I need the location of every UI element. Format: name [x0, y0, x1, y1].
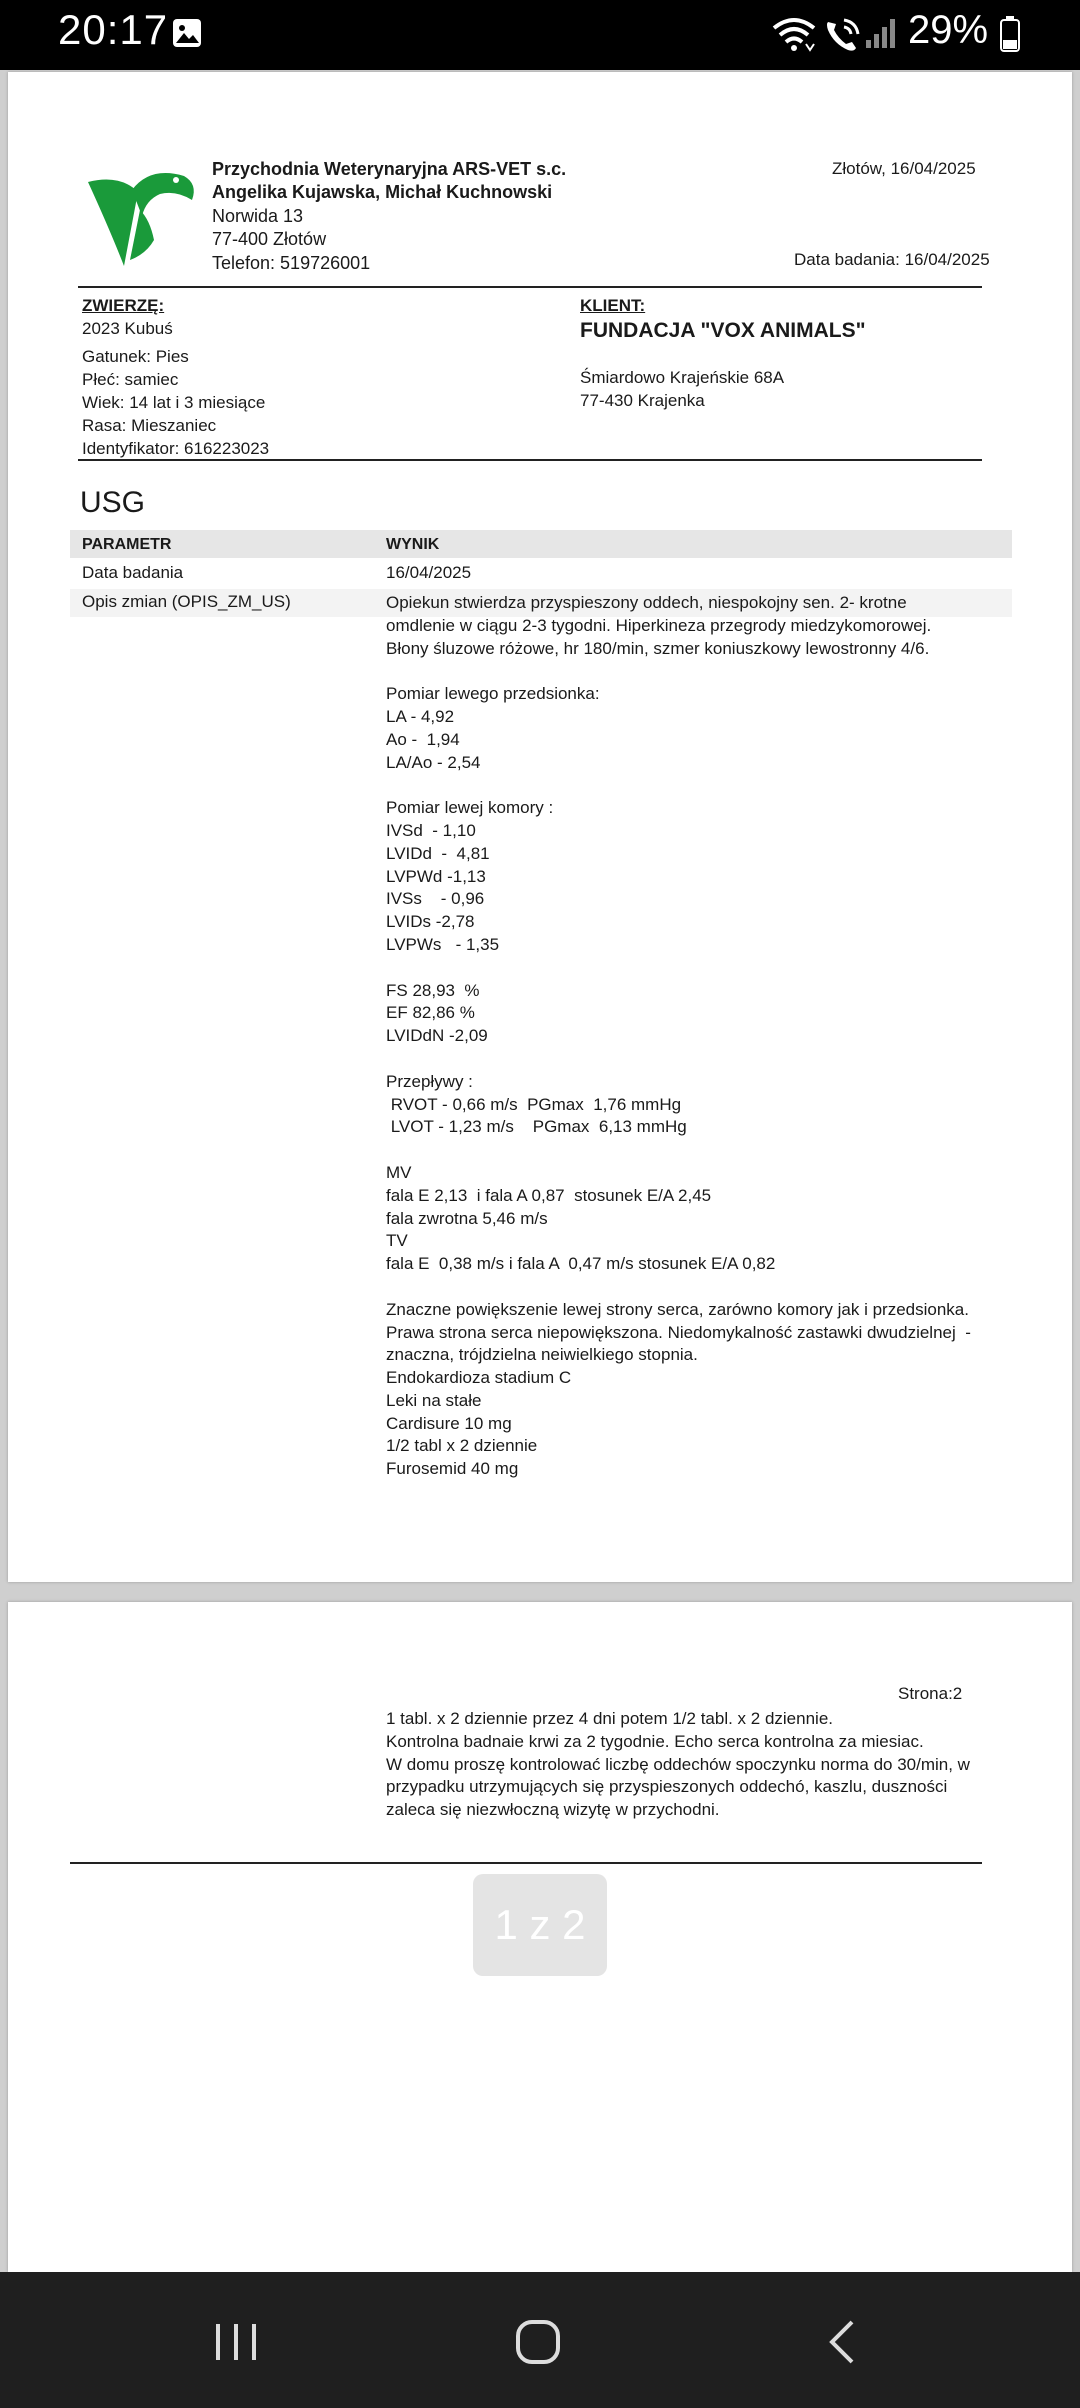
row-value-exam-date: 16/04/2025	[386, 563, 472, 582]
clinic-city: 77-400 Złotów	[212, 229, 327, 249]
client-address-line2: 77-430 Krajenka	[580, 391, 705, 410]
description-line	[386, 1276, 1006, 1299]
table-header	[70, 530, 1012, 558]
description-line: fala E 0,38 m/s i fala A 0,47 m/s stosunek E/A 0,82	[386, 1254, 776, 1274]
place-date: Złotów, 16/04/2025	[832, 159, 976, 178]
wifi-call-icon	[822, 16, 862, 54]
client-name: FUNDACJA "VOX ANIMALS"	[580, 319, 866, 342]
clinic-phone: Telefon: 519726001	[212, 253, 371, 273]
description-line: Leki na stałe	[386, 1390, 482, 1410]
divider	[70, 1862, 982, 1864]
description-line	[386, 957, 1006, 980]
status-bar	[0, 0, 1080, 70]
animal-name: 2023 Kubuś	[82, 319, 173, 338]
description-line: LVPWs - 1,35	[386, 934, 500, 954]
description-line	[386, 660, 1006, 683]
description-line: 1/2 tabl x 2 dziennie	[386, 1436, 538, 1456]
description-line: LVOT - 1,23 m/s PGmax 6,13 mmHg	[386, 1117, 687, 1137]
description-line: Opiekun stwierdza przyspieszony oddech, niespokojny sen. 2- krotne	[386, 593, 907, 612]
exam-date-header: Data badania: 16/04/2025	[794, 250, 990, 269]
description-line: LA - 4,92	[386, 706, 455, 726]
description-line: Pomiar lewego przedsionka:	[386, 684, 600, 704]
description-line: LVIDs -2,78	[386, 912, 475, 932]
description-line: IVSd - 1,10	[386, 820, 476, 840]
client-address-line1: Śmiardowo Krajeńskie 68A	[580, 368, 785, 387]
divider	[78, 286, 982, 288]
description-line	[386, 1048, 1006, 1071]
report-title: USG	[80, 486, 146, 519]
page2-line: przypadku utrzymujących się przyspieszonych oddechó, kaszlu, duszności	[386, 1777, 948, 1797]
description-line: MV	[386, 1162, 412, 1182]
clinic-street: Norwida 13	[212, 206, 304, 226]
row-param-exam-date: Data badania	[82, 563, 184, 582]
description-line: Endokardioza stadium C	[386, 1368, 572, 1388]
page2-text	[386, 1708, 1006, 1822]
divider	[78, 459, 982, 461]
description-text	[386, 592, 1006, 1481]
page2-line: zaleca się niezwłoczną wizytę w przychodni.	[386, 1800, 720, 1820]
clock: 20:17	[58, 6, 169, 53]
description-line: Pomiar lewej komory :	[386, 798, 554, 818]
page-indicator: 1 z 2	[473, 1874, 607, 1976]
navigation-bar	[0, 2272, 1080, 2408]
description-line: LVPWd -1,13	[386, 866, 486, 886]
description-line: FS 28,93 %	[386, 980, 480, 1000]
clinic-name: Przychodnia Weterynaryjna ARS-VET s.c. Angelika Kujawska, Michał Kuchnowski	[212, 159, 567, 202]
animal-sex: Płeć: samiec	[82, 370, 179, 389]
animal-breed: Rasa: Mieszaniec	[82, 416, 217, 435]
recent-apps-button[interactable]	[206, 2312, 266, 2372]
home-button[interactable]	[508, 2312, 568, 2372]
description-line: LVIDdN -2,09	[386, 1026, 488, 1046]
description-line	[386, 1139, 1006, 1162]
description-line	[386, 774, 1006, 797]
signal-icon	[864, 16, 898, 50]
animal-section-label: ZWIERZĘ:	[82, 296, 165, 315]
battery-percent: 29%	[908, 8, 989, 52]
description-line: Znaczne powiększenie lewej strony serca, zarówno komory jak i przedsionka.	[386, 1299, 969, 1319]
animal-id: Identyfikator: 616223023	[82, 439, 270, 458]
clinic-logo	[80, 160, 200, 270]
column-header-result: WYNIK	[386, 536, 440, 553]
description-line: znaczna, trójdzielna neiwielkiego stopnia.	[386, 1345, 698, 1365]
description-line: EF 82,86 %	[386, 1003, 475, 1023]
battery-icon	[1000, 16, 1020, 52]
description-line: LA/Ao - 2,54	[386, 752, 481, 772]
back-button[interactable]	[814, 2312, 874, 2372]
description-line: Błony śluzowe różowe, hr 180/min, szmer koniuszkowy lewostronny 4/6.	[386, 638, 930, 658]
page2-line: Kontrolna badnaie krwi za 2 tygodnie. Echo serca kontrolna za miesiac.	[386, 1731, 924, 1751]
description-line: TV	[386, 1231, 408, 1251]
description-line: Cardisure 10 mg	[386, 1413, 512, 1433]
page2-line: 1 tabl. x 2 dziennie przez 4 dni potem 1/2 tabl. x 2 dziennie.	[386, 1709, 833, 1728]
animal-species: Gatunek: Pies	[82, 347, 189, 366]
description-line: fala E 2,13 i fala A 0,87 stosunek E/A 2,45	[386, 1185, 712, 1205]
description-line: Prawa strona serca niepowiększona. Niedomykalność zastawki dwudzielnej -	[386, 1322, 971, 1342]
description-line: omdlenie w ciągu 2-3 tygodni. Hiperkineza przegrody miedzykomorowej.	[386, 615, 932, 635]
column-header-parameter: PARAMETR	[82, 536, 172, 553]
page2-line: W domu proszę kontrolować liczbę oddechów spoczynku norma do 30/min, w	[386, 1754, 970, 1774]
document-page-1	[8, 72, 1072, 1582]
description-line: Furosemid 40 mg	[386, 1459, 519, 1479]
description-line: Ao - 1,94	[386, 729, 460, 749]
row-param-description: Opis zmian (OPIS_ZM_US)	[82, 592, 291, 611]
description-line: LVIDd - 4,81	[386, 843, 490, 863]
description-line: IVSs - 0,96	[386, 889, 485, 909]
animal-age: Wiek: 14 lat i 3 miesiące	[82, 393, 266, 412]
wifi-icon	[772, 16, 816, 54]
page-number-label: Strona:2	[898, 1684, 963, 1703]
description-line: RVOT - 0,66 m/s PGmax 1,76 mmHg	[386, 1094, 682, 1114]
description-line: Przepływy :	[386, 1071, 473, 1091]
gallery-notification-icon	[172, 18, 202, 48]
description-line: fala zwrotna 5,46 m/s	[386, 1208, 548, 1228]
client-section-label: KLIENT:	[580, 296, 646, 315]
